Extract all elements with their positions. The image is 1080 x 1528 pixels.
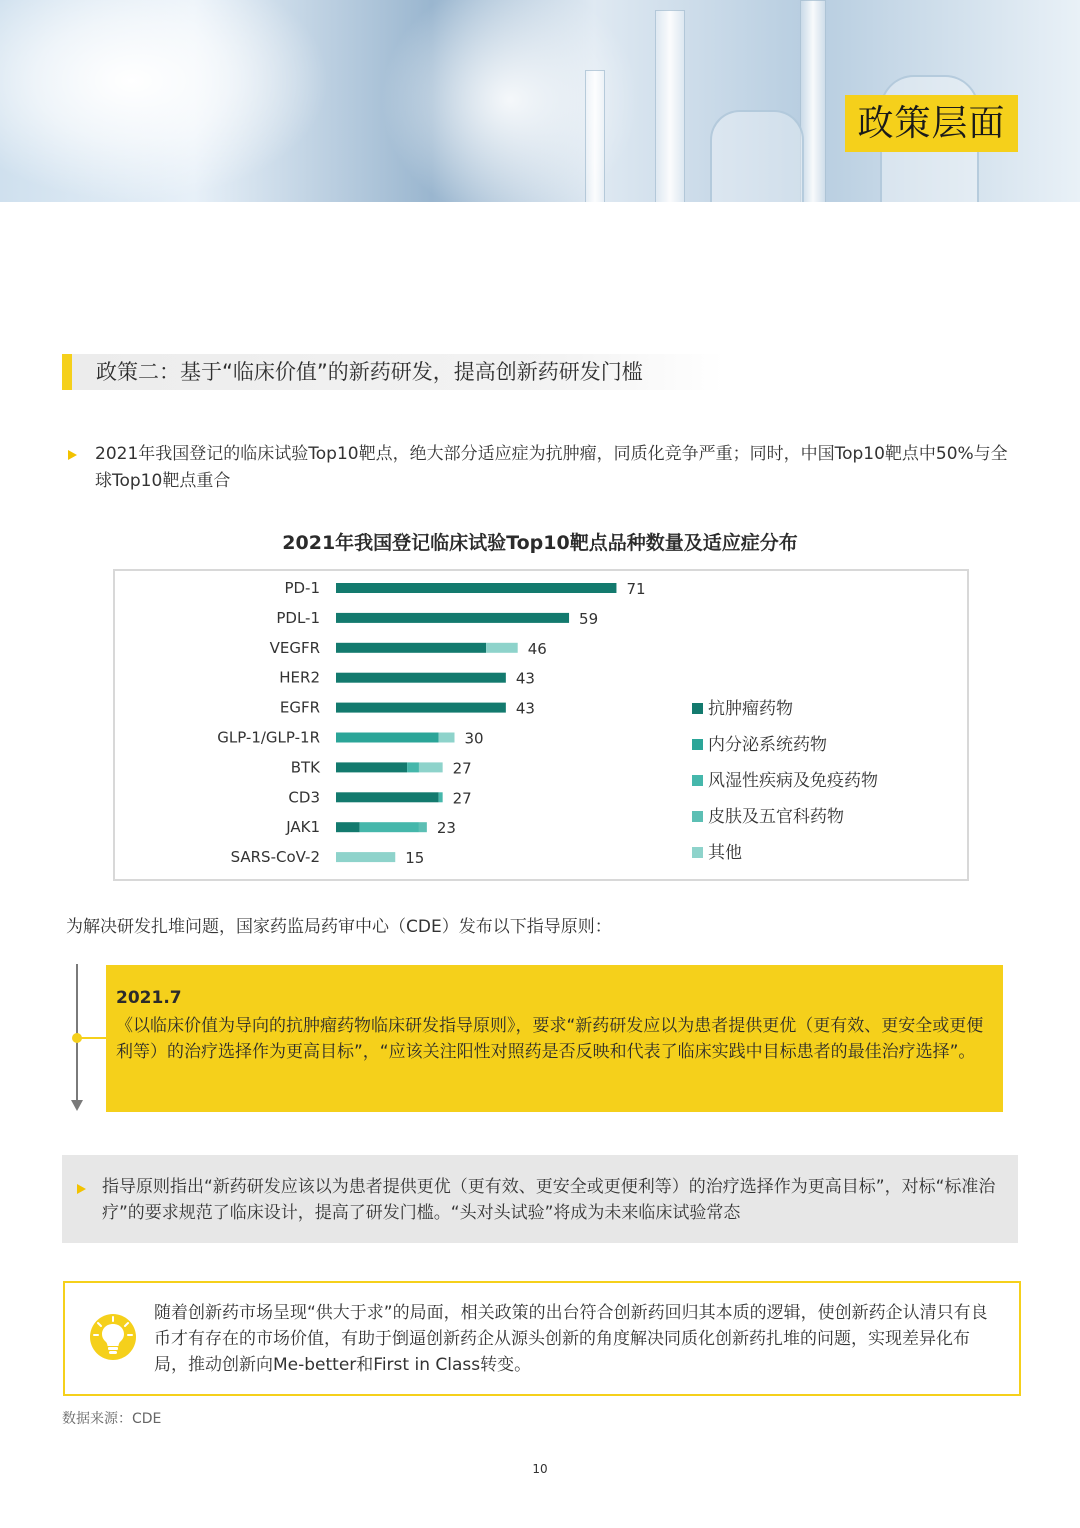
lightbulb-icon xyxy=(90,1314,136,1360)
category-label: PDL-1 xyxy=(276,608,320,627)
bar-segment xyxy=(360,822,419,832)
bar-segment xyxy=(439,733,455,743)
legend-swatch xyxy=(692,739,703,750)
flask-image xyxy=(710,110,804,202)
bar-segment xyxy=(419,822,427,832)
legend-swatch xyxy=(692,775,703,786)
category-label: CD3 xyxy=(288,788,320,807)
hero-banner xyxy=(0,0,1080,202)
data-label: 23 xyxy=(436,819,456,838)
intro-text: 为解决研发扎堆问题，国家药监局药审中心（CDE）发布以下指导原则： xyxy=(66,917,612,937)
category-label: PD-1 xyxy=(284,579,320,597)
bar-segment xyxy=(336,673,506,683)
data-label: 43 xyxy=(515,669,535,688)
timeline-date: 2021.7 xyxy=(116,988,182,1008)
bullet-arrow-icon xyxy=(77,1184,86,1194)
data-label: 30 xyxy=(464,729,484,748)
bar-segment xyxy=(336,703,506,713)
bar-segment xyxy=(336,613,569,623)
legend-label: 抗肿瘤药物 xyxy=(708,699,793,719)
category-label: VEGFR xyxy=(269,638,320,657)
legend-label: 内分泌系统药物 xyxy=(708,735,827,755)
bar-segment xyxy=(336,583,616,593)
data-label: 27 xyxy=(452,759,472,778)
category-label: SARS-CoV-2 xyxy=(230,848,320,867)
category-label: EGFR xyxy=(279,698,320,717)
data-source: 数据来源：CDE xyxy=(62,1411,162,1427)
legend-label: 皮肤及五官科药物 xyxy=(708,807,844,827)
callout-text: 指导原则指出“新药研发应该以为患者提供更优（更有效、更安全或更便利等）的治疗选择作为更高目标”，对标“标准治疗”的要求规范了临床设计，提高了研发门槛。“头对头试验”将成为未来临床试验常态 xyxy=(102,1177,996,1223)
category-label: JAK1 xyxy=(286,818,320,837)
bar-segment xyxy=(336,852,395,862)
legend-swatch xyxy=(692,847,703,858)
data-label: 27 xyxy=(452,789,472,808)
bullet-text: 2021年我国登记的临床试验Top10靶点，绝大部分适应症为抗肿瘤，同质化竞争严重；同时，中国Top10靶点中50%与全球Top10靶点重合 xyxy=(95,444,1008,491)
data-label: 43 xyxy=(515,699,535,718)
bar-segment xyxy=(336,792,439,802)
legend-label: 其他 xyxy=(708,843,742,863)
section-title: 政策二：基于“临床价值”的新药研发，提高创新药研发门槛 xyxy=(96,360,643,384)
bullet-arrow-icon xyxy=(68,450,77,460)
category-label: GLP-1/GLP-1R xyxy=(217,728,320,747)
test-tube-image xyxy=(655,10,685,202)
bar-chart xyxy=(115,571,963,875)
bar-segment xyxy=(336,643,486,653)
timeline-arrow-icon xyxy=(71,1100,83,1111)
bar-segment xyxy=(336,822,360,832)
test-tube-image xyxy=(585,70,605,202)
timeline-connector xyxy=(80,1037,106,1039)
hero-highlight xyxy=(0,0,330,202)
bar-segment xyxy=(336,762,407,772)
legend-label: 风湿性疾病及免疫药物 xyxy=(708,771,878,791)
page-number: 10 xyxy=(532,1462,548,1476)
category-label: BTK xyxy=(290,758,320,777)
category-label: HER2 xyxy=(279,668,320,687)
timeline-dot xyxy=(72,1033,82,1043)
bar-segment xyxy=(407,762,419,772)
data-label: 59 xyxy=(579,609,599,628)
chart-title: 2021年我国登记临床试验Top10靶点品种数量及适应症分布 xyxy=(282,532,798,554)
data-label: 46 xyxy=(527,639,547,658)
timeline-text: 《以临床价值为导向的抗肿瘤药物临床研发指导原则》，要求“新药研发应以为患者提供更优（更有效、更安全或更便利等）的治疗选择作为更高目标”，“应该关注阳性对照药是否反映和代表了临床实践中目标患者的最佳治疗选择”。 xyxy=(116,1016,984,1062)
bar-segment xyxy=(486,643,518,653)
data-label: 71 xyxy=(626,580,646,598)
bar-segment xyxy=(439,792,443,802)
legend-swatch xyxy=(692,703,703,714)
bar-segment xyxy=(419,762,443,772)
data-label: 15 xyxy=(405,849,425,868)
bar-segment xyxy=(336,733,439,743)
page-section-badge: 政策层面 xyxy=(845,95,1018,152)
legend-swatch xyxy=(692,811,703,822)
section-heading-marker xyxy=(62,354,72,390)
insight-text: 随着创新药市场呈现“供大于求”的局面，相关政策的出台符合创新药回归其本质的逻辑，使创新药企认清只有良币才有存在的市场价值，有助于倒逼创新药企从源头创新的角度解决同质化创新药扎堆的问题，实现差异化布局，推动创新向Me-better和First in Class转变。 xyxy=(154,1303,988,1375)
